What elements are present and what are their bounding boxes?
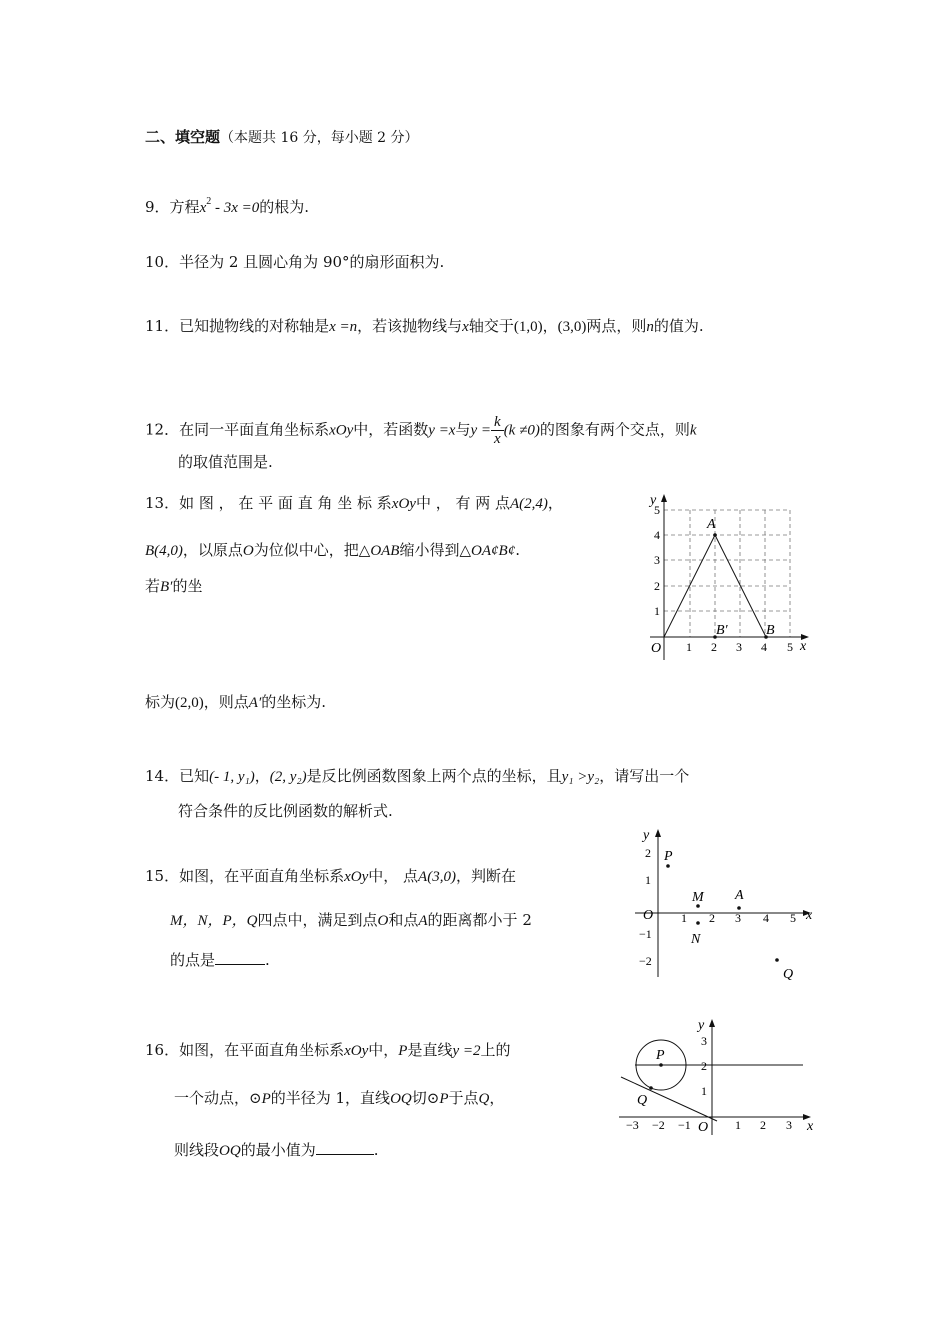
question-13-line3 xyxy=(145,576,202,597)
math-expr: k xyxy=(689,422,697,439)
math-expr: O xyxy=(377,913,389,929)
question-text: 的半径为 1，直线 xyxy=(270,1089,391,1107)
question-number: 12． xyxy=(145,420,180,439)
section-header xyxy=(145,127,419,148)
point-a-label: A xyxy=(735,888,744,903)
question-9 xyxy=(145,192,309,218)
y-axis-label: y xyxy=(698,1018,705,1033)
x-tick-label: 1 xyxy=(686,640,692,654)
question-14-line2 xyxy=(178,801,393,821)
x-tick-label: 2 xyxy=(760,1118,766,1132)
y-tick-label: 4 xyxy=(654,528,660,542)
question-text: 和点 xyxy=(388,911,419,929)
point-a-dot xyxy=(737,906,741,910)
question-text: ，请写出一个 xyxy=(599,767,690,785)
math-expr: xOy xyxy=(344,869,369,885)
x-tick-label: 1 xyxy=(735,1118,741,1132)
math-expr: O xyxy=(242,543,254,559)
question-11 xyxy=(145,316,704,337)
answer-blank[interactable] xyxy=(316,1140,374,1155)
y-tick-label: 2 xyxy=(654,579,660,593)
question-text: ， xyxy=(489,1089,505,1107)
question-text: 轴交于 xyxy=(468,317,514,335)
x-tick-label: 3 xyxy=(736,640,742,654)
question-number: 11． xyxy=(145,317,180,335)
x-tick-label: −1 xyxy=(678,1118,691,1132)
x-tick-label: 2 xyxy=(709,911,715,925)
question-15-line2 xyxy=(170,910,532,931)
question-text: 的距离都小于 2 xyxy=(427,911,532,929)
point-p-label: P xyxy=(664,849,673,864)
point-p-dot xyxy=(659,1063,663,1067)
question-text: 是反比例函数图象上两个点的坐标，且 xyxy=(306,767,562,785)
question-13-line2 xyxy=(145,540,520,561)
math-expr: y =2 xyxy=(452,1043,481,1059)
question-text: 切⊙ xyxy=(411,1089,440,1107)
question-10 xyxy=(145,252,444,272)
origin-label: O xyxy=(651,641,662,656)
math-expr: n xyxy=(646,319,654,335)
math-expr: OA¢B¢ xyxy=(471,543,516,559)
question-text: 一个动点，⊙ xyxy=(174,1089,262,1107)
math-expr: OQ xyxy=(219,1143,241,1159)
question-text: 符合条件的反比例函数的解析式. xyxy=(178,802,393,820)
fraction-k-over-x xyxy=(491,414,504,447)
question-12 xyxy=(145,414,697,447)
question-text: 的最小值为 xyxy=(240,1141,316,1159)
question-text: 的图象有两个交点，则 xyxy=(539,420,690,439)
math-expr: (2,0) xyxy=(175,695,204,711)
grid-lines xyxy=(664,510,790,637)
question-number: 10． xyxy=(145,253,180,271)
math-expr: P xyxy=(439,1091,449,1107)
question-text: ，以原点 xyxy=(182,541,243,559)
y-tick-label: 1 xyxy=(701,1084,707,1098)
point-a-label: A xyxy=(707,517,716,532)
question-text: ， xyxy=(542,317,558,335)
point-n-dot xyxy=(696,921,700,925)
question-number: 13． xyxy=(145,494,180,512)
question-text: 四点中，满足到点 xyxy=(257,911,378,929)
figure-16-graph xyxy=(615,1015,820,1140)
question-16-line2 xyxy=(174,1088,504,1109)
question-15-line3 xyxy=(170,950,270,970)
point-p-label: P xyxy=(656,1048,665,1063)
point-m-label: M xyxy=(692,890,704,905)
x-tick-label: 1 xyxy=(681,911,687,925)
section-note: （本题共 16 分，每小题 2 分） xyxy=(220,130,419,146)
math-expr: (2, y₂) xyxy=(269,769,307,785)
math-expr: A xyxy=(418,913,428,929)
math-expr: xOy xyxy=(344,1043,369,1059)
x-axis-label: x xyxy=(800,639,807,654)
math-expr: x xyxy=(462,319,469,335)
question-number: 15． xyxy=(145,867,180,885)
question-text: 中，若函数 xyxy=(353,420,429,439)
question-text: 的值为. xyxy=(653,317,704,335)
math-expr: B′ xyxy=(160,579,173,595)
x-tick-label: 5 xyxy=(790,911,796,925)
question-text: 则线段 xyxy=(174,1141,220,1159)
answer-blank[interactable] xyxy=(215,950,265,965)
axes xyxy=(635,833,807,977)
question-text: 在同一平面直角坐标系 xyxy=(179,420,330,439)
question-text: 已知 xyxy=(179,767,210,785)
question-text: 若 xyxy=(145,577,161,595)
question-text: 的根为. xyxy=(259,198,310,216)
y-axis-arrow xyxy=(709,1019,715,1027)
math-expr: B(4,0) xyxy=(145,543,183,559)
fraction-denominator: x xyxy=(494,431,501,447)
figure-13-graph xyxy=(640,490,820,660)
question-text: ，则点 xyxy=(203,693,249,711)
question-15 xyxy=(145,866,516,887)
question-12-line2 xyxy=(178,452,273,472)
math-expr: (1,0) xyxy=(513,319,543,335)
math-expr: OAB xyxy=(370,543,400,559)
question-text: 与 xyxy=(455,420,471,439)
math-expr: y₁ >y₂ xyxy=(561,769,600,785)
question-text: 的取值范围是. xyxy=(178,453,273,471)
question-text: 的点是 xyxy=(170,951,216,969)
question-number: 14． xyxy=(145,767,180,785)
math-exponent: 2 xyxy=(206,196,212,207)
x-tick-label: 4 xyxy=(761,640,767,654)
point-p-dot xyxy=(666,864,670,868)
question-text: 半径为 2 且圆心角为 90°的扇形面积为. xyxy=(179,253,445,271)
question-13 xyxy=(145,493,563,514)
question-text: 的坐标为. xyxy=(261,693,327,711)
question-text: 于点 xyxy=(448,1089,479,1107)
point-q-label: Q xyxy=(783,967,794,982)
math-expr: A(3,0) xyxy=(418,869,456,885)
math-expr: x =n xyxy=(329,319,358,335)
y-tick-label: 3 xyxy=(701,1034,707,1048)
y-axis-arrow xyxy=(655,829,661,837)
axes xyxy=(619,1023,807,1135)
question-text: ，若该抛物线与 xyxy=(357,317,463,335)
math-expr: xOy xyxy=(391,496,416,512)
math-expr: Q xyxy=(478,1091,490,1107)
x-axis-label: x xyxy=(807,1119,814,1134)
origin-label: O xyxy=(698,1120,709,1135)
question-text: 如图，在平面直角坐标系 xyxy=(179,867,345,885)
question-text: 的坐 xyxy=(172,577,203,595)
question-14 xyxy=(145,766,689,787)
point-b-prime-label: B′ xyxy=(716,623,728,638)
y-tick-label: 2 xyxy=(645,846,651,860)
point-q-label: Q xyxy=(637,1093,648,1108)
x-tick-label: 2 xyxy=(711,640,717,654)
point-b-label: B xyxy=(766,623,775,638)
math-expr: xOy xyxy=(329,422,354,439)
question-text: ， xyxy=(254,767,270,785)
question-text: . xyxy=(515,541,520,559)
section-title: 二、填空题 xyxy=(145,128,221,146)
point-a-dot xyxy=(713,533,717,537)
x-axis-label: x xyxy=(806,908,813,923)
x-tick-label: 5 xyxy=(787,640,793,654)
math-expr: P xyxy=(261,1091,271,1107)
y-axis-label: y xyxy=(650,493,657,508)
x-tick-label: −3 xyxy=(626,1118,639,1132)
x-tick-label: 4 xyxy=(763,911,769,925)
y-tick-label: −2 xyxy=(639,954,652,968)
question-text: 两点，则 xyxy=(586,317,647,335)
figure-15-graph xyxy=(635,825,820,985)
math-expr: P xyxy=(398,1043,408,1059)
y-tick-label: 2 xyxy=(701,1059,707,1073)
math-expr: y =x xyxy=(428,422,456,439)
math-expr: (- 1, y₁) xyxy=(209,769,255,785)
fraction-numerator: k xyxy=(491,414,504,431)
math-expr: y = xyxy=(470,422,492,439)
x-tick-label: 3 xyxy=(786,1118,792,1132)
question-text: 中， xyxy=(368,1041,399,1059)
question-text: 中， 点 xyxy=(368,867,419,885)
question-text: . xyxy=(373,1141,379,1159)
y-tick-label: 3 xyxy=(654,553,660,567)
y-axis-arrow xyxy=(661,494,667,502)
question-text: ，判断在 xyxy=(455,867,516,885)
math-expr: A′ xyxy=(248,695,262,711)
x-tick-label: −2 xyxy=(652,1118,665,1132)
question-text: 已知抛物线的对称轴是 xyxy=(179,317,330,335)
y-tick-label: 5 xyxy=(654,503,660,517)
point-n-label: N xyxy=(691,932,701,947)
math-expr: (k ≠0) xyxy=(503,422,540,439)
origin-label: O xyxy=(643,908,654,923)
question-16-line3 xyxy=(174,1140,378,1161)
y-tick-label: 1 xyxy=(654,604,660,618)
y-tick-label: −1 xyxy=(639,927,652,941)
math-expr: - 3x =0 xyxy=(211,200,260,216)
question-number: 9． xyxy=(145,198,170,216)
y-axis-label: y xyxy=(643,828,650,843)
y-tick-label: 1 xyxy=(645,873,651,887)
question-16 xyxy=(145,1040,511,1061)
question-text: 缩小得到△ xyxy=(399,541,472,559)
point-q-dot xyxy=(649,1086,653,1090)
math-expr: OQ xyxy=(390,1091,412,1107)
math-expr: x xyxy=(199,200,207,216)
math-expr: A(2,4) xyxy=(510,496,548,512)
question-number: 16． xyxy=(145,1041,180,1059)
question-text: 如图，在平面直角坐标系 xyxy=(179,1041,345,1059)
question-text: 为位似中心，把△ xyxy=(253,541,371,559)
math-expr: (3,0) xyxy=(557,319,587,335)
question-text: 方程 xyxy=(169,198,200,216)
question-text: ， xyxy=(547,494,563,512)
question-13-line4 xyxy=(145,692,326,713)
question-text: . xyxy=(265,951,270,969)
point-q-dot xyxy=(775,958,779,962)
x-tick-label: 3 xyxy=(735,911,741,925)
question-text: 如 图 ， 在 平 面 直 角 坐 标 系 xyxy=(179,494,392,512)
question-text: 上的 xyxy=(480,1041,511,1059)
math-expr: M，N，P，Q xyxy=(170,913,258,929)
question-text: 是直线 xyxy=(407,1041,453,1059)
question-text: 中 ， 有 两 点 xyxy=(415,494,511,512)
question-text: 标为 xyxy=(145,693,176,711)
